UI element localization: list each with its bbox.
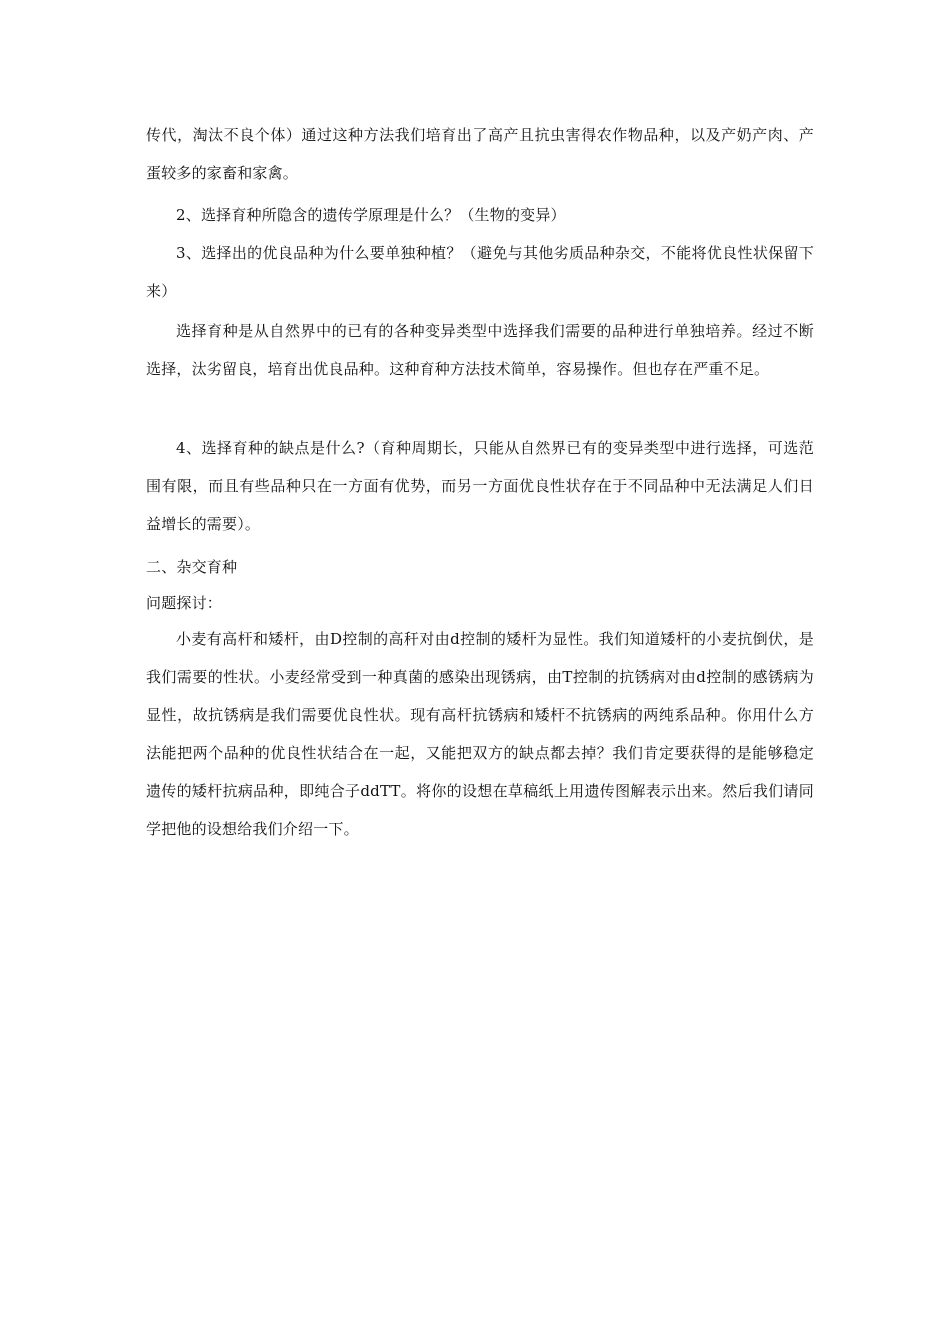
paragraph-selection-continuation: 传代，淘汰不良个体）通过这种方法我们培育出了高产且抗虫害得农作物品种，以及产奶产肉、产蛋较多的家畜和家禽。 (146, 126, 814, 182)
section-heading-hybrid-breeding: 二、杂交育种 (146, 558, 238, 576)
question-3-separate-planting: 3、选择出的优良品种为什么要单独种植？（避免与其他劣质品种杂交，不能将优良性状保留下来） (146, 244, 814, 300)
problem-discussion-label: 问题探讨： (146, 594, 223, 612)
question-2-genetic-principle: 2、选择育种所隐含的遗传学原理是什么？（生物的变异） (176, 206, 566, 224)
question-4-selection-drawbacks: 4、选择育种的缺点是什么?（育种周期长，只能从自然界已有的变异类型中进行选择，可选范围有限，而且有些品种只在一方面有优势，而另一方面优良性状存在于不同品种中无法满足人们日益增长的需要）。 (146, 439, 814, 533)
paragraph-wheat-problem: 小麦有高杆和矮杆，由D控制的高秆对由d控制的矮杆为显性。我们知道矮杆的小麦抗倒伏，是我们需要的性状。小麦经常受到一种真菌的感染出现锈病，由T控制的抗锈病对由d控制的感锈病为显性，故抗锈病是我们需要优良性状。现有高杆抗锈病和矮杆不抗锈病的两纯系品种。你用什么方法能把两个品种的优良性状结合在一起，又能把双方的缺点都去掉？我们肯定要获得的是能够稳定遗传的矮杆抗病品种，即纯合子ddTT。将你的设想在草稿纸上用遗传图解表示出来。然后我们请同学把他的设想给我们介绍一下。 (146, 630, 814, 838)
paragraph-selection-breeding-summary: 选择育种是从自然界中的已有的各种变异类型中选择我们需要的品种进行单独培养。经过不断选择，汰劣留良，培育出优良品种。这种育种方法技术简单，容易操作。但也存在严重不足。 (146, 322, 814, 378)
